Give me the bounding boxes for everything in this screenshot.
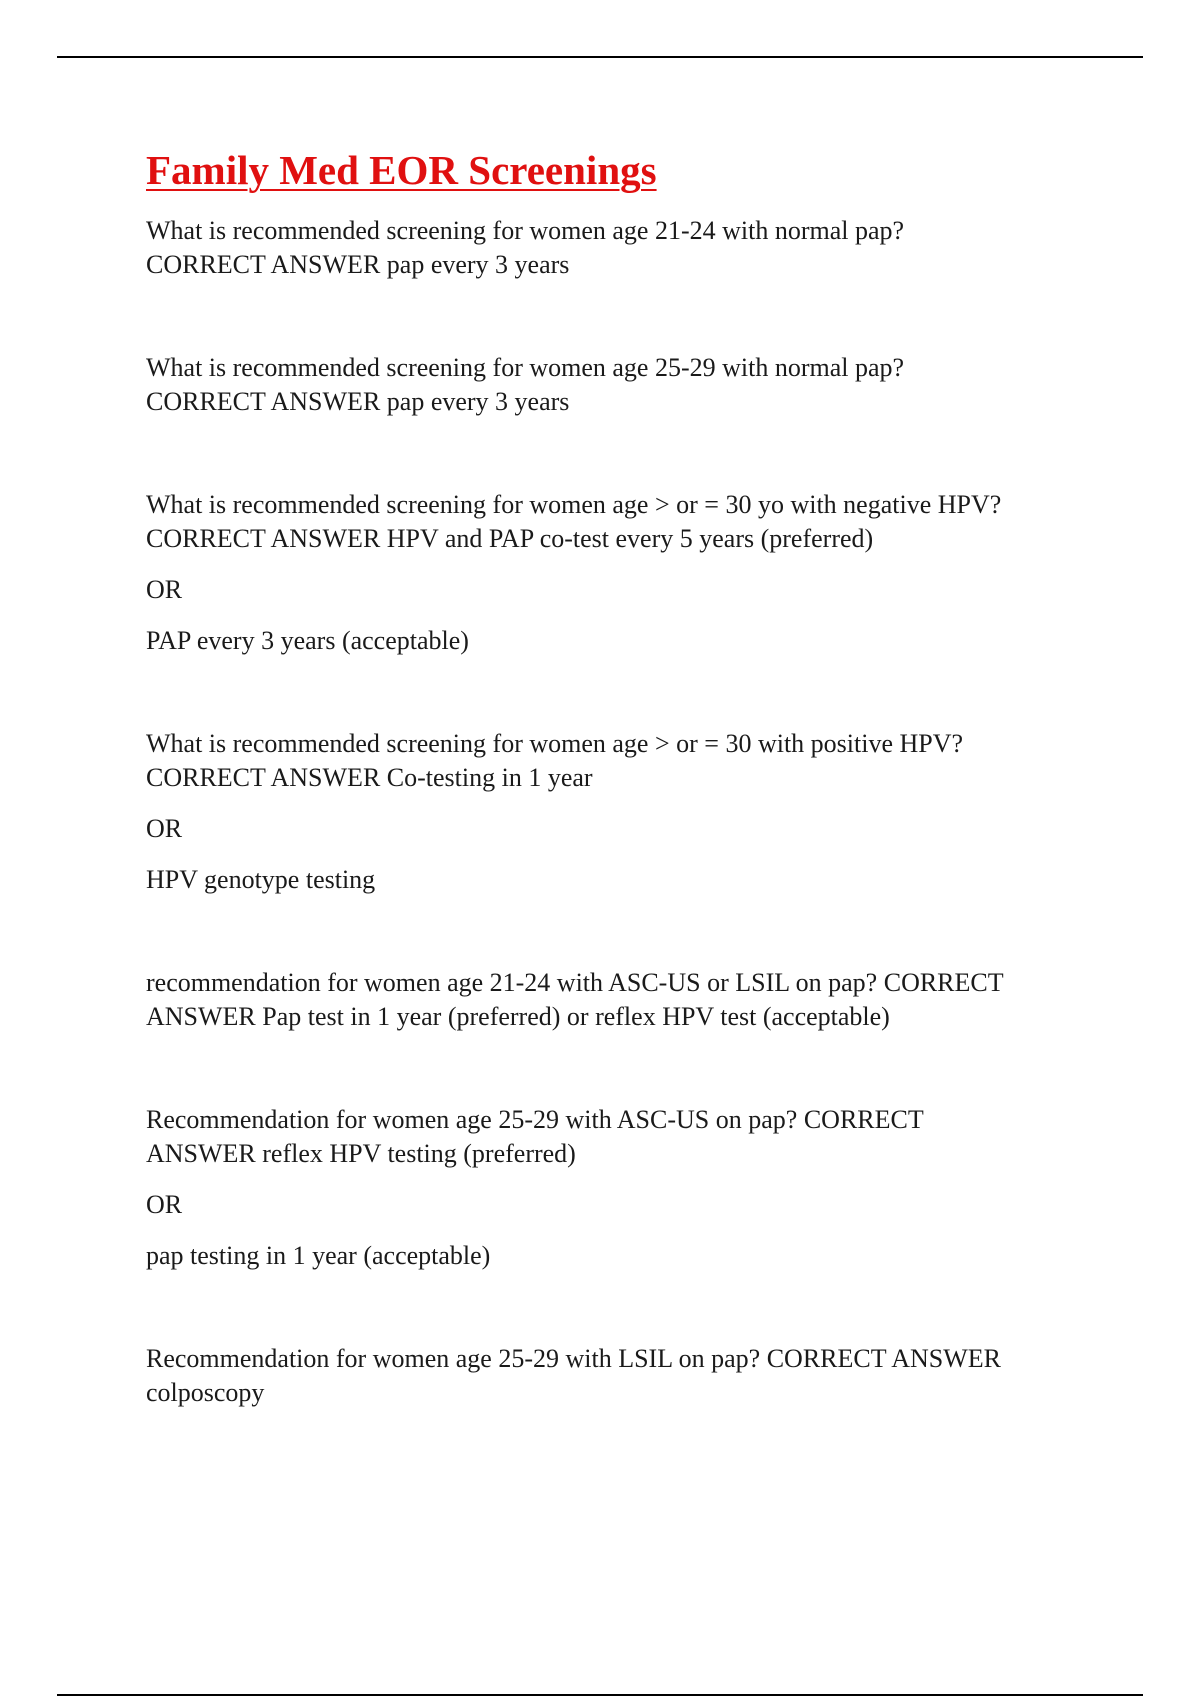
question-text: What is recommended screening for women age 21-24 with normal pap? — [146, 216, 905, 245]
answer-text: CORRECT ANSWER Co-testing in 1 year — [146, 763, 593, 792]
answer-text: ANSWER Pap test in 1 year (preferred) or reflex HPV test (acceptable) — [146, 1002, 890, 1031]
question-text: What is recommended screening for women age > or = 30 yo with negative HPV? — [146, 490, 1002, 519]
or-separator: OR — [146, 1190, 183, 1219]
alternative-text: PAP every 3 years (acceptable) — [146, 626, 469, 655]
or-separator: OR — [146, 575, 183, 604]
qa-item-7 — [146, 1342, 1106, 1410]
qa-item-4 — [146, 727, 1106, 897]
qa-item-2 — [146, 351, 1106, 419]
or-separator: OR — [146, 814, 183, 843]
question-text: Recommendation for women age 25-29 with LSIL on pap? CORRECT ANSWER — [146, 1344, 1001, 1373]
qa-item-3 — [146, 488, 1106, 658]
bottom-rule — [57, 1694, 1143, 1696]
qa-item-5 — [146, 966, 1106, 1034]
answer-text: CORRECT ANSWER HPV and PAP co-test every 5 years (preferred) — [146, 524, 874, 553]
qa-item-1 — [146, 214, 1106, 282]
qa-item-6 — [146, 1103, 1106, 1273]
question-text: recommendation for women age 21-24 with ASC-US or LSIL on pap? CORRECT — [146, 968, 1004, 997]
answer-text: colposcopy — [146, 1378, 265, 1407]
top-rule — [57, 56, 1143, 58]
question-text: Recommendation for women age 25-29 with ASC-US on pap? CORRECT — [146, 1105, 924, 1134]
answer-text: CORRECT ANSWER pap every 3 years — [146, 387, 570, 416]
alternative-text: pap testing in 1 year (acceptable) — [146, 1241, 491, 1270]
alternative-text: HPV genotype testing — [146, 865, 376, 894]
answer-text: CORRECT ANSWER pap every 3 years — [146, 250, 570, 279]
question-text: What is recommended screening for women age 25-29 with normal pap? — [146, 353, 905, 382]
answer-text: ANSWER reflex HPV testing (preferred) — [146, 1139, 576, 1168]
question-text: What is recommended screening for women age > or = 30 with positive HPV? — [146, 729, 964, 758]
document-body — [146, 145, 1106, 1410]
page-title: Family Med EOR Screenings — [146, 147, 657, 193]
